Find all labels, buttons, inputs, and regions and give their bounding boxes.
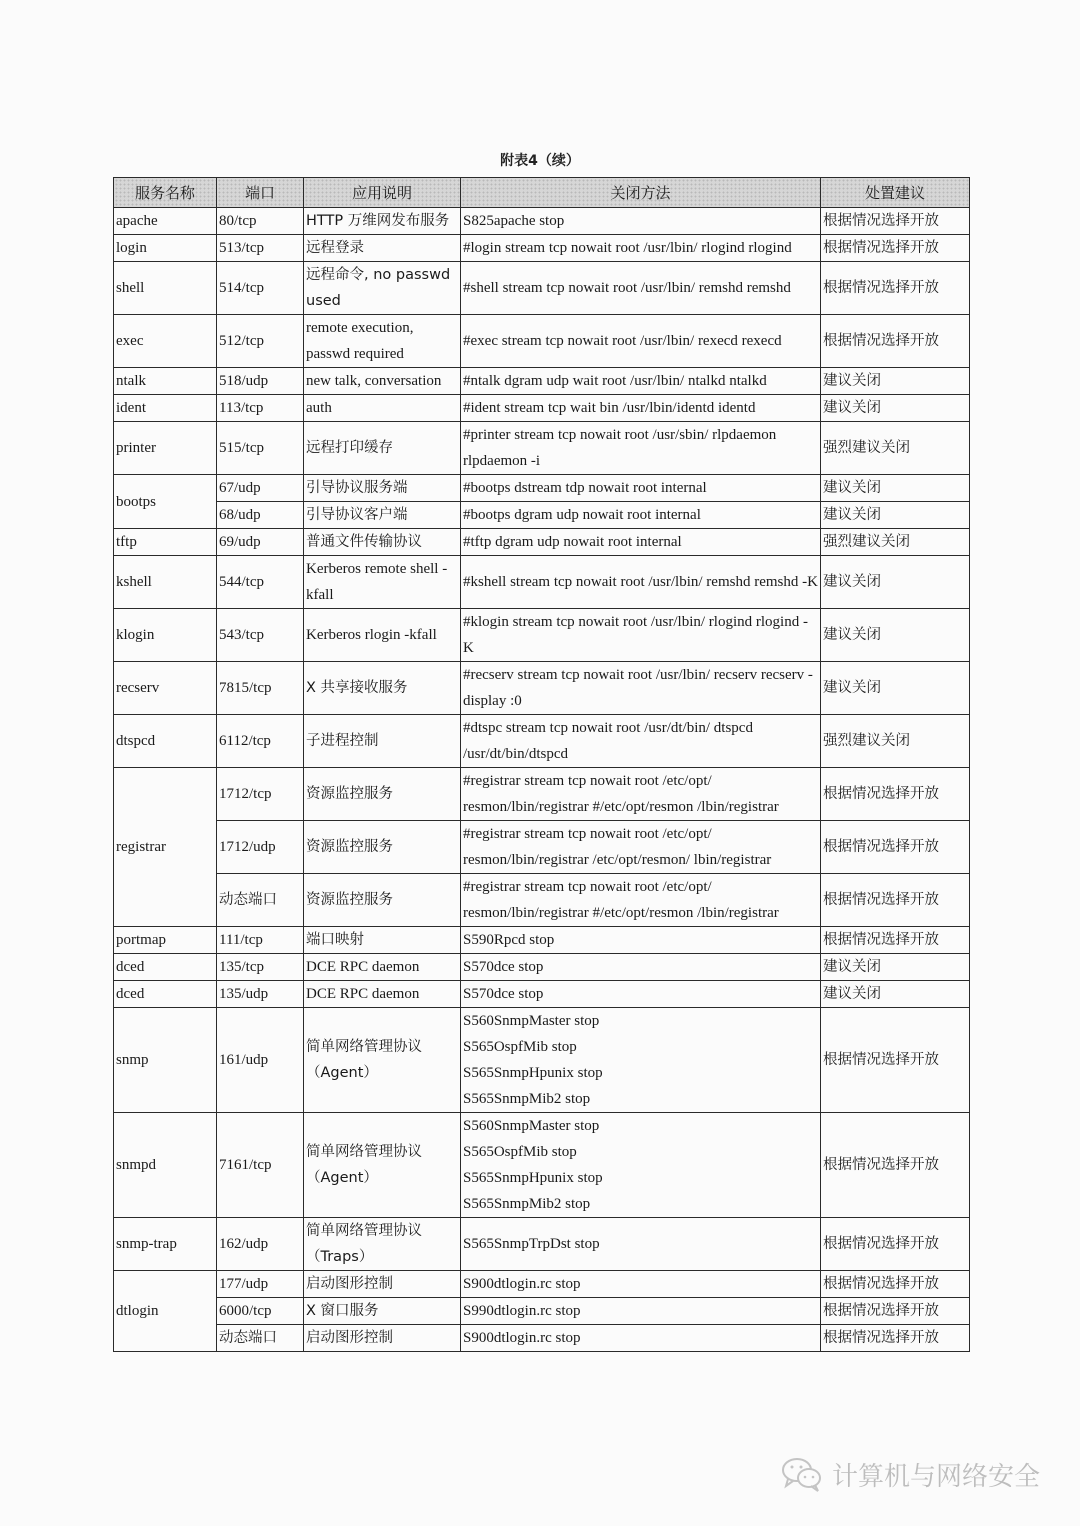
table-row bbox=[114, 954, 970, 981]
cell-description: 启动图形控制 bbox=[304, 1271, 461, 1298]
cell-close-method bbox=[461, 1113, 821, 1218]
cell-close-method: S570dce stop bbox=[461, 981, 821, 1008]
cell-service-name: ident bbox=[114, 395, 217, 422]
cell-port: 543/tcp bbox=[217, 609, 304, 662]
cell-service-name: ntalk bbox=[114, 368, 217, 395]
cell-description: HTTP 万维网发布服务 bbox=[304, 208, 461, 235]
method-line: S565OspfMib stop bbox=[463, 1039, 577, 1055]
cell-description: Kerberos rlogin -kfall bbox=[304, 609, 461, 662]
cell-close-method: S990dtlogin.rc stop bbox=[461, 1298, 821, 1325]
table-row bbox=[114, 556, 970, 609]
table-row bbox=[114, 715, 970, 768]
cell-close-method: S900dtlogin.rc stop bbox=[461, 1271, 821, 1298]
cell-description: Kerberos remote shell -kfall bbox=[304, 556, 461, 609]
cell-close-method: #ntalk dgram udp wait root /usr/lbin/ ntalkd ntalkd bbox=[461, 368, 821, 395]
cell-advice: 根据情况选择开放 bbox=[821, 262, 970, 315]
cell-service-name: snmp-trap bbox=[114, 1218, 217, 1271]
cell-service-name: dtspcd bbox=[114, 715, 217, 768]
cell-port: 515/tcp bbox=[217, 422, 304, 475]
cell-port: 514/tcp bbox=[217, 262, 304, 315]
table-row bbox=[114, 662, 970, 715]
cell-advice: 强烈建议关闭 bbox=[821, 422, 970, 475]
cell-description: DCE RPC daemon bbox=[304, 954, 461, 981]
table-row bbox=[114, 609, 970, 662]
cell-description: 普通文件传输协议 bbox=[304, 529, 461, 556]
cell-description: 引导协议客户端 bbox=[304, 502, 461, 529]
cell-advice: 根据情况选择开放 bbox=[821, 1218, 970, 1271]
table-row bbox=[114, 368, 970, 395]
cell-advice: 强烈建议关闭 bbox=[821, 715, 970, 768]
cell-port: 177/udp bbox=[217, 1271, 304, 1298]
table-row bbox=[114, 981, 970, 1008]
cell-advice: 根据情况选择开放 bbox=[821, 1298, 970, 1325]
cell-port: 7161/tcp bbox=[217, 1113, 304, 1218]
cell-close-method: #bootps dgram udp nowait root internal bbox=[461, 502, 821, 529]
cell-advice: 强烈建议关闭 bbox=[821, 529, 970, 556]
cell-close-method: #registrar stream tcp nowait root /etc/opt/ resmon/lbin/registrar #/etc/opt/resmon /lbin/registrar bbox=[461, 768, 821, 821]
cell-close-method: #tftp dgram udp nowait root internal bbox=[461, 529, 821, 556]
cell-advice: 根据情况选择开放 bbox=[821, 235, 970, 262]
table-row bbox=[114, 315, 970, 368]
cell-close-method bbox=[461, 1008, 821, 1113]
cell-advice: 根据情况选择开放 bbox=[821, 821, 970, 874]
cell-service-name: snmp bbox=[114, 1008, 217, 1113]
cell-port: 动态端口 bbox=[217, 874, 304, 927]
cell-close-method: #login stream tcp nowait root /usr/lbin/ rlogind rlogind bbox=[461, 235, 821, 262]
table-row bbox=[114, 262, 970, 315]
cell-port: 135/tcp bbox=[217, 954, 304, 981]
cell-port: 518/udp bbox=[217, 368, 304, 395]
cell-port: 67/udp bbox=[217, 475, 304, 502]
cell-description: 远程打印缓存 bbox=[304, 422, 461, 475]
cell-advice: 根据情况选择开放 bbox=[821, 1008, 970, 1113]
table-row bbox=[114, 502, 970, 529]
cell-close-method: #registrar stream tcp nowait root /etc/opt/ resmon/lbin/registrar #/etc/opt/resmon /lbin/registrar bbox=[461, 874, 821, 927]
cell-description: new talk, conversation bbox=[304, 368, 461, 395]
method-line: S565SnmpMib2 stop bbox=[463, 1196, 591, 1212]
cell-service-name: tftp bbox=[114, 529, 217, 556]
cell-port: 1712/udp bbox=[217, 821, 304, 874]
table-row bbox=[114, 395, 970, 422]
cell-advice: 建议关闭 bbox=[821, 368, 970, 395]
cell-advice: 根据情况选择开放 bbox=[821, 1325, 970, 1352]
cell-service-name: dtlogin bbox=[114, 1271, 217, 1352]
cell-service-name: login bbox=[114, 235, 217, 262]
cell-description: 简单网络管理协议（Traps） bbox=[304, 1218, 461, 1271]
cell-service-name: exec bbox=[114, 315, 217, 368]
table-row bbox=[114, 208, 970, 235]
method-line: S565SnmpHpunix stop bbox=[463, 1065, 603, 1081]
cell-close-method: #shell stream tcp nowait root /usr/lbin/ remshd remshd bbox=[461, 262, 821, 315]
cell-close-method: #kshell stream tcp nowait root /usr/lbin/ remshd remshd -K bbox=[461, 556, 821, 609]
table-row bbox=[114, 768, 970, 821]
cell-port: 6112/tcp bbox=[217, 715, 304, 768]
method-line: S560SnmpMaster stop bbox=[463, 1013, 600, 1029]
cell-description: 远程登录 bbox=[304, 235, 461, 262]
cell-advice: 根据情况选择开放 bbox=[821, 768, 970, 821]
cell-close-method: #registrar stream tcp nowait root /etc/opt/ resmon/lbin/registrar /etc/opt/resmon/ lbin/registrar bbox=[461, 821, 821, 874]
cell-close-method: S590Rpcd stop bbox=[461, 927, 821, 954]
cell-close-method: #recserv stream tcp nowait root /usr/lbin/ recserv recserv -display :0 bbox=[461, 662, 821, 715]
cell-advice: 根据情况选择开放 bbox=[821, 315, 970, 368]
cell-service-name: registrar bbox=[114, 768, 217, 927]
method-line: S565SnmpMib2 stop bbox=[463, 1091, 591, 1107]
cell-description: DCE RPC daemon bbox=[304, 981, 461, 1008]
cell-description: 端口映射 bbox=[304, 927, 461, 954]
cell-description: 资源监控服务 bbox=[304, 874, 461, 927]
cell-close-method: #dtspc stream tcp nowait root /usr/dt/bin/ dtspcd /usr/dt/bin/dtspcd bbox=[461, 715, 821, 768]
cell-port: 6000/tcp bbox=[217, 1298, 304, 1325]
cell-advice: 根据情况选择开放 bbox=[821, 874, 970, 927]
cell-description: 资源监控服务 bbox=[304, 821, 461, 874]
cell-advice: 建议关闭 bbox=[821, 981, 970, 1008]
cell-service-name: portmap bbox=[114, 927, 217, 954]
cell-advice: 根据情况选择开放 bbox=[821, 1271, 970, 1298]
table-row bbox=[114, 235, 970, 262]
cell-description: 启动图形控制 bbox=[304, 1325, 461, 1352]
table-row bbox=[114, 1325, 970, 1352]
cell-description: 子进程控制 bbox=[304, 715, 461, 768]
cell-service-name: recserv bbox=[114, 662, 217, 715]
cell-advice: 根据情况选择开放 bbox=[821, 1113, 970, 1218]
header-service-name: 服务名称 bbox=[114, 178, 217, 208]
cell-description: 资源监控服务 bbox=[304, 768, 461, 821]
cell-service-name: klogin bbox=[114, 609, 217, 662]
table-body bbox=[114, 208, 970, 1352]
cell-description: 引导协议服务端 bbox=[304, 475, 461, 502]
watermark-text: 计算机与网络安全 bbox=[832, 1461, 1041, 1492]
table-row bbox=[114, 927, 970, 954]
cell-port: 513/tcp bbox=[217, 235, 304, 262]
cell-advice: 建议关闭 bbox=[821, 662, 970, 715]
cell-port: 1712/tcp bbox=[217, 768, 304, 821]
cell-port: 135/udp bbox=[217, 981, 304, 1008]
cell-close-method: S565SnmpTrpDst stop bbox=[461, 1218, 821, 1271]
cell-port: 68/udp bbox=[217, 502, 304, 529]
cell-service-name: printer bbox=[114, 422, 217, 475]
cell-port: 69/udp bbox=[217, 529, 304, 556]
cell-close-method: #ident stream tcp wait bin /usr/lbin/identd identd bbox=[461, 395, 821, 422]
cell-port: 162/udp bbox=[217, 1218, 304, 1271]
table-row bbox=[114, 1271, 970, 1298]
method-line: S560SnmpMaster stop bbox=[463, 1118, 600, 1134]
cell-description: 简单网络管理协议（Agent） bbox=[304, 1008, 461, 1113]
cell-advice: 根据情况选择开放 bbox=[821, 208, 970, 235]
method-line: S565OspfMib stop bbox=[463, 1144, 577, 1160]
cell-port: 544/tcp bbox=[217, 556, 304, 609]
cell-close-method: S570dce stop bbox=[461, 954, 821, 981]
cell-advice: 建议关闭 bbox=[821, 556, 970, 609]
cell-close-method: #bootps dstream tdp nowait root internal bbox=[461, 475, 821, 502]
service-port-table bbox=[113, 177, 970, 1352]
table-header-row bbox=[114, 178, 970, 208]
cell-service-name: kshell bbox=[114, 556, 217, 609]
table-row bbox=[114, 874, 970, 927]
cell-advice: 建议关闭 bbox=[821, 502, 970, 529]
wechat-icon bbox=[780, 1455, 824, 1493]
cell-description: 简单网络管理协议（Agent） bbox=[304, 1113, 461, 1218]
cell-port: 动态端口 bbox=[217, 1325, 304, 1352]
table-row bbox=[114, 1298, 970, 1325]
table-row bbox=[114, 1218, 970, 1271]
cell-advice: 建议关闭 bbox=[821, 395, 970, 422]
cell-service-name: bootps bbox=[114, 475, 217, 529]
cell-port: 7815/tcp bbox=[217, 662, 304, 715]
table-row bbox=[114, 529, 970, 556]
cell-port: 80/tcp bbox=[217, 208, 304, 235]
table-row bbox=[114, 1113, 970, 1218]
cell-advice: 根据情况选择开放 bbox=[821, 927, 970, 954]
watermark bbox=[780, 1455, 1040, 1493]
cell-description: 远程命令, no passwd used bbox=[304, 262, 461, 315]
cell-description: remote execution, passwd required bbox=[304, 315, 461, 368]
header-description: 应用说明 bbox=[304, 178, 461, 208]
cell-service-name: dced bbox=[114, 954, 217, 981]
table-row bbox=[114, 475, 970, 502]
cell-close-method: S900dtlogin.rc stop bbox=[461, 1325, 821, 1352]
cell-service-name: snmpd bbox=[114, 1113, 217, 1218]
header-port: 端口 bbox=[217, 178, 304, 208]
header-close-method: 关闭方法 bbox=[461, 178, 821, 208]
cell-close-method: S825apache stop bbox=[461, 208, 821, 235]
cell-description: X 窗口服务 bbox=[304, 1298, 461, 1325]
cell-service-name: shell bbox=[114, 262, 217, 315]
cell-close-method: #klogin stream tcp nowait root /usr/lbin/ rlogind rlogind -K bbox=[461, 609, 821, 662]
cell-description: auth bbox=[304, 395, 461, 422]
cell-advice: 建议关闭 bbox=[821, 475, 970, 502]
cell-port: 111/tcp bbox=[217, 927, 304, 954]
cell-service-name: dced bbox=[114, 981, 217, 1008]
cell-close-method: #exec stream tcp nowait root /usr/lbin/ rexecd rexecd bbox=[461, 315, 821, 368]
table-row bbox=[114, 821, 970, 874]
table-caption: 附表4（续） bbox=[500, 153, 580, 169]
cell-port: 512/tcp bbox=[217, 315, 304, 368]
table-row bbox=[114, 422, 970, 475]
cell-close-method: #printer stream tcp nowait root /usr/sbin/ rlpdaemon rlpdaemon -i bbox=[461, 422, 821, 475]
header-advice: 处置建议 bbox=[821, 178, 970, 208]
method-line: S565SnmpHpunix stop bbox=[463, 1170, 603, 1186]
cell-description: X 共享接收服务 bbox=[304, 662, 461, 715]
table-row bbox=[114, 1008, 970, 1113]
cell-service-name: apache bbox=[114, 208, 217, 235]
cell-port: 161/udp bbox=[217, 1008, 304, 1113]
cell-advice: 建议关闭 bbox=[821, 609, 970, 662]
cell-port: 113/tcp bbox=[217, 395, 304, 422]
cell-advice: 建议关闭 bbox=[821, 954, 970, 981]
